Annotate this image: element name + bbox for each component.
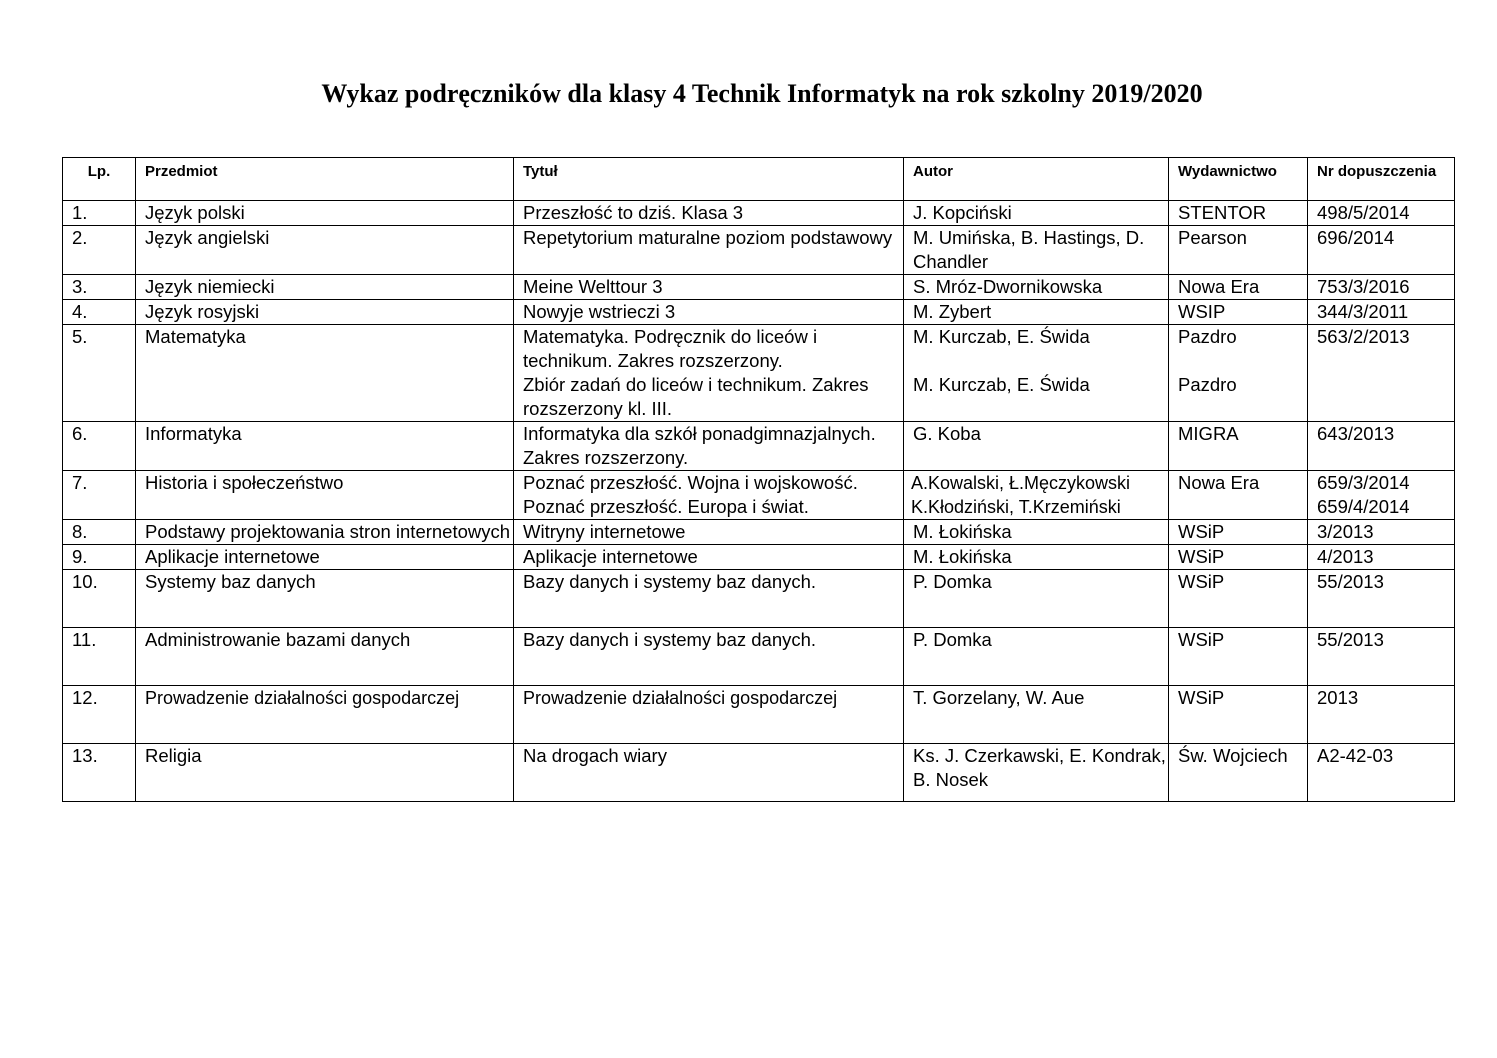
cell-publisher: WSiP [1169, 520, 1308, 545]
cell-author: M. Umińska, B. Hastings, D. Chandler [904, 226, 1169, 275]
publisher-line: Pazdro [1178, 326, 1237, 347]
table-row [63, 686, 1455, 744]
cell-subject: Matematyka [136, 325, 514, 422]
cell-author [904, 325, 1169, 422]
cell-approval-number: 696/2014 [1308, 226, 1455, 275]
cell-subject: Systemy baz danych [136, 570, 514, 628]
table-row [63, 520, 1455, 545]
header-publisher: Wydawnictwo [1169, 158, 1308, 201]
cell-subject: Informatyka [136, 422, 514, 471]
cell-title: Przeszłość to dziś. Klasa 3 [514, 201, 904, 226]
cell-lp: 13. [63, 744, 136, 802]
cell-author: Ks. J. Czerkawski, E. Kondrak, B. Nosek [904, 744, 1169, 802]
header-approval-number: Nr dopuszczenia [1308, 158, 1455, 201]
cell-author: P. Domka [904, 628, 1169, 686]
title-line: Poznać przeszłość. Wojna i wojskowość. [523, 472, 858, 493]
table-row [63, 325, 1455, 422]
cell-lp: 6. [63, 422, 136, 471]
cell-subject: Język angielski [136, 226, 514, 275]
approval-line: 659/4/2014 [1317, 496, 1410, 517]
cell-lp: 7. [63, 471, 136, 520]
cell-publisher [1169, 325, 1308, 422]
cell-publisher: WSiP [1169, 545, 1308, 570]
header-title: Tytuł [514, 158, 904, 201]
author-line: M. Kurczab, E. Świda [913, 326, 1090, 347]
author-line: K.Kłodziński, T.Krzemiński [911, 497, 1121, 517]
cell-approval-number: 344/3/2011 [1308, 300, 1455, 325]
cell-author: P. Domka [904, 570, 1169, 628]
cell-publisher: WSIP [1169, 300, 1308, 325]
cell-publisher: WSiP [1169, 570, 1308, 628]
cell-title: Nowyje wstrieczi 3 [514, 300, 904, 325]
cell-lp: 3. [63, 275, 136, 300]
cell-approval-number: 563/2/2013 [1308, 325, 1455, 422]
cell-subject: Język niemiecki [136, 275, 514, 300]
cell-title: Witryny internetowe [514, 520, 904, 545]
cell-author: S. Mróz-Dwornikowska [904, 275, 1169, 300]
cell-author: M. Łokińska [904, 545, 1169, 570]
table-row [63, 226, 1455, 275]
table-row [63, 275, 1455, 300]
cell-author: G. Koba [904, 422, 1169, 471]
cell-title: Prowadzenie działalności gospodarczej [514, 686, 904, 744]
spacer [913, 349, 1168, 373]
cell-approval-number: 4/2013 [1308, 545, 1455, 570]
cell-lp: 12. [63, 686, 136, 744]
cell-publisher: WSiP [1169, 628, 1308, 686]
textbook-table [62, 157, 1455, 802]
cell-title: Aplikacje internetowe [514, 545, 904, 570]
cell-approval-number [1308, 471, 1455, 520]
title-line: Poznać przeszłość. Europa i świat. [523, 496, 809, 517]
table-header-row [63, 158, 1455, 201]
cell-subject: Podstawy projektowania stron internetowych [136, 520, 514, 545]
cell-title: Na drogach wiary [514, 744, 904, 802]
cell-title: Meine Welttour 3 [514, 275, 904, 300]
cell-lp: 4. [63, 300, 136, 325]
cell-author [904, 471, 1169, 520]
cell-subject: Administrowanie bazami danych [136, 628, 514, 686]
cell-subject: Religia [136, 744, 514, 802]
cell-publisher: STENTOR [1169, 201, 1308, 226]
approval-line: 659/3/2014 [1317, 472, 1410, 493]
cell-title [514, 325, 904, 422]
header-subject: Przedmiot [136, 158, 514, 201]
cell-subject: Aplikacje internetowe [136, 545, 514, 570]
cell-publisher: Nowa Era [1169, 471, 1308, 520]
cell-approval-number: 753/3/2016 [1308, 275, 1455, 300]
cell-approval-number: 3/2013 [1308, 520, 1455, 545]
cell-lp: 9. [63, 545, 136, 570]
cell-title: Bazy danych i systemy baz danych. [514, 628, 904, 686]
header-author: Autor [904, 158, 1169, 201]
cell-author: J. Kopciński [904, 201, 1169, 226]
cell-lp: 5. [63, 325, 136, 422]
cell-publisher: Św. Wojciech [1169, 744, 1308, 802]
cell-lp: 2. [63, 226, 136, 275]
cell-title: Bazy danych i systemy baz danych. [514, 570, 904, 628]
author-line: A.Kowalski, Ł.Męczykowski [911, 473, 1131, 493]
cell-approval-number: 643/2013 [1308, 422, 1455, 471]
publisher-line: Pazdro [1178, 374, 1237, 395]
header-lp: Lp. [63, 158, 136, 201]
cell-approval-number: 55/2013 [1308, 570, 1455, 628]
cell-title: Repetytorium maturalne poziom podstawowy [514, 226, 904, 275]
table-row [63, 201, 1455, 226]
cell-subject: Historia i społeczeństwo [136, 471, 514, 520]
cell-subject: Prowadzenie działalności gospodarczej [136, 686, 514, 744]
table-row [63, 545, 1455, 570]
cell-author: M. Łokińska [904, 520, 1169, 545]
table-row [63, 570, 1455, 628]
cell-approval-number: 2013 [1308, 686, 1455, 744]
table-row [63, 628, 1455, 686]
cell-lp: 10. [63, 570, 136, 628]
cell-lp: 8. [63, 520, 136, 545]
cell-title [514, 471, 904, 520]
cell-publisher: MIGRA [1169, 422, 1308, 471]
document-title: Wykaz podręczników dla klasy 4 Technik Informatyk na rok szkolny 2019/2020 [321, 79, 1203, 108]
cell-publisher: Pearson [1169, 226, 1308, 275]
cell-subject: Język rosyjski [136, 300, 514, 325]
cell-approval-number: A2-42-03 [1308, 744, 1455, 802]
author-line: M. Kurczab, E. Świda [913, 374, 1090, 395]
title-line: Matematyka. Podręcznik do liceów i technikum. Zakres rozszerzony. [523, 326, 818, 371]
table-row [63, 300, 1455, 325]
cell-approval-number: 55/2013 [1308, 628, 1455, 686]
cell-author: M. Zybert [904, 300, 1169, 325]
cell-lp: 1. [63, 201, 136, 226]
cell-publisher: Nowa Era [1169, 275, 1308, 300]
cell-publisher: WSiP [1169, 686, 1308, 744]
table-row [63, 422, 1455, 471]
table-row [63, 471, 1455, 520]
cell-lp: 11. [63, 628, 136, 686]
title-line: Zbiór zadań do liceów i technikum. Zakres rozszerzony kl. III. [523, 374, 869, 419]
spacer [1178, 349, 1307, 373]
cell-title: Informatyka dla szkół ponadgimnazjalnych. Zakres rozszerzony. [514, 422, 904, 471]
cell-approval-number: 498/5/2014 [1308, 201, 1455, 226]
table-row [63, 744, 1455, 802]
cell-subject: Język polski [136, 201, 514, 226]
cell-author: T. Gorzelany, W. Aue [904, 686, 1169, 744]
